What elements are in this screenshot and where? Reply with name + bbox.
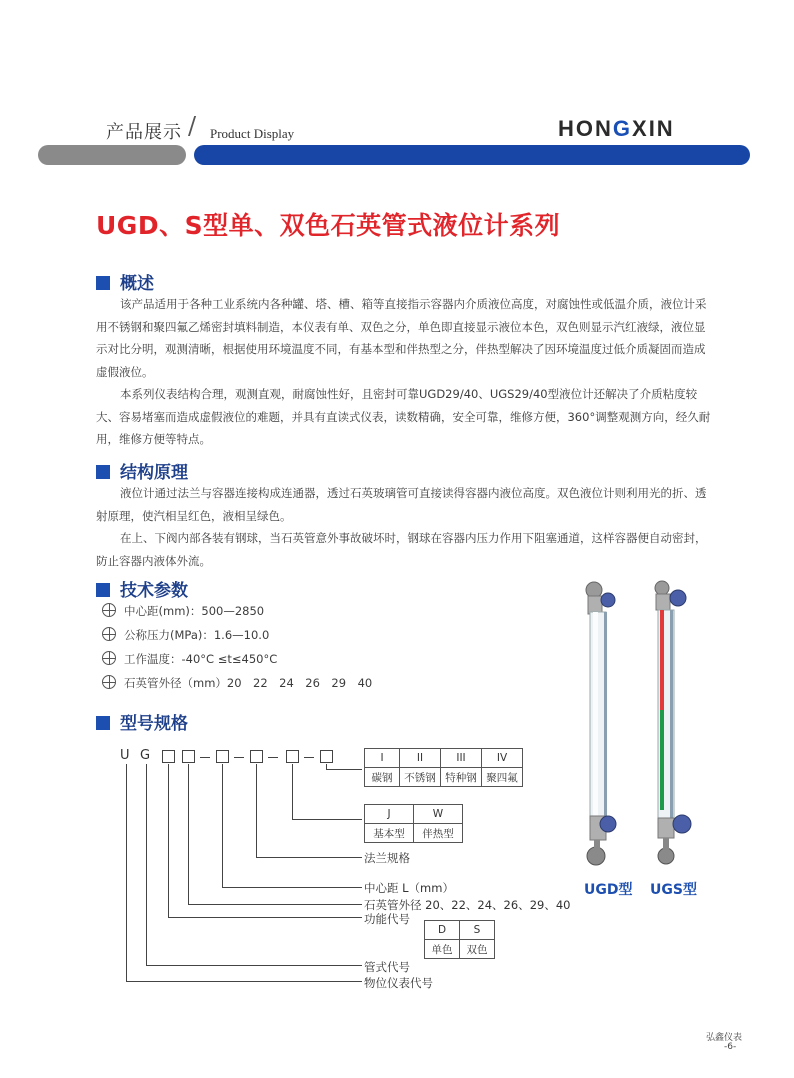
material-table	[364, 748, 523, 787]
leader-line	[126, 981, 362, 982]
type-table	[364, 804, 463, 843]
leader-line	[222, 887, 362, 888]
product-illustration	[572, 578, 712, 878]
code-box-4	[250, 750, 263, 763]
leader-line	[292, 764, 293, 820]
leader-line	[146, 965, 362, 966]
page-title: UGD、S型单、双色石英管式液位计系列	[96, 211, 561, 240]
code-box-3	[216, 750, 229, 763]
section-heading-overview: 概述	[96, 269, 154, 294]
material-name: 碳钢	[365, 768, 400, 787]
function-code: D	[425, 921, 460, 940]
code-dash	[304, 757, 314, 758]
code-box-5	[286, 750, 299, 763]
label-tube-code: 管式代号	[364, 960, 410, 974]
spec-item: 中心距(mm)：500—2850	[102, 603, 264, 619]
spec-item: 公称压力(MPa)：1.6—10.0	[102, 627, 269, 643]
leader-line	[222, 764, 223, 888]
code-dash	[200, 757, 210, 758]
overview-paragraph-2: 本系列仪表结构合理，观测直观，耐腐蚀性好，且密封可靠UGD29/40、UGS29/40型液位计还解决了介质粘度较大、容易堵塞而造成虚假液位的难题，并具有直读式仪表，读数精确，安全可靠，维修方便，360°调整观测方向，经久耐用，维修方便等特点。	[96, 387, 711, 446]
caption-ugs: UGS型	[650, 882, 697, 898]
leader-line	[146, 764, 147, 966]
leader-line	[188, 764, 189, 905]
function-name: 单色	[425, 940, 460, 959]
principle-paragraph-2: 在上、下阀内部各装有钢球，当石英管意外事故破坏时，钢球在容器内压力作用下阻塞通道，这样容器便自动密封，防止容器内液体外流。	[96, 531, 707, 568]
leader-line	[326, 769, 362, 770]
header-category: 产品展示	[106, 122, 182, 143]
ugd-gauge-image	[586, 582, 616, 865]
section-heading-principle: 结构原理	[96, 458, 188, 483]
ugs-gauge-image	[655, 581, 691, 864]
caption-ugd: UGD型	[584, 882, 633, 898]
material-code: IV	[482, 749, 523, 768]
overview-paragraph-1: 该产品适用于各种工业系统内各种罐、塔、槽、箱等直接指示容器内介质液位高度，对腐蚀性或低温介质，液位计采用不锈钢和聚四氟乙烯密封填料制造，本仪表有单、双色之分，单色即直接显示液位本色，双色则显示汽红液绿，液位显示对比分明，观测清晰，根据使用环境温度不同，有基本型和伴热型之分，伴热型解决了因环境温度过低介质凝固而造成虚假液位。	[96, 297, 707, 379]
material-name: 不锈钢	[400, 768, 441, 787]
leader-line	[256, 764, 257, 858]
label-center-distance: 中心距 L（mm）	[364, 881, 454, 895]
leader-line	[126, 764, 127, 982]
function-table	[424, 920, 495, 959]
type-name: 基本型	[365, 824, 414, 843]
material-name: 特种钢	[441, 768, 482, 787]
leader-line	[168, 917, 362, 918]
header-category-en: Product Display	[210, 126, 295, 141]
leader-line	[168, 764, 169, 918]
type-name: 伴热型	[414, 824, 463, 843]
prefix-g: G	[140, 748, 151, 763]
function-name: 双色	[460, 940, 495, 959]
material-code: III	[441, 749, 482, 768]
function-code: S	[460, 921, 495, 940]
leader-line	[188, 904, 362, 905]
section-heading-specs: 技术参数	[96, 576, 188, 601]
material-name: 聚四氟	[482, 768, 523, 787]
prefix-u: U	[120, 748, 130, 763]
label-instrument-code: 物位仪表代号	[364, 976, 433, 990]
leader-line	[292, 819, 362, 820]
type-code: W	[414, 805, 463, 824]
page-number: -6-	[724, 1042, 737, 1052]
code-dash	[268, 757, 278, 758]
section-heading-model: 型号规格	[96, 709, 188, 734]
label-function-code: 功能代号	[364, 912, 410, 926]
footer-brand: 弘鑫仪表	[706, 1033, 743, 1043]
material-code: I	[365, 749, 400, 768]
code-box-6	[320, 750, 333, 763]
leader-line	[256, 857, 362, 858]
label-flange: 法兰规格	[364, 851, 410, 865]
material-code: II	[400, 749, 441, 768]
label-tube-diameter: 石英管外径 20、22、24、26、29、40	[364, 898, 571, 912]
header-slash: /	[188, 112, 197, 140]
code-box-2	[182, 750, 195, 763]
principle-paragraph-1: 液位计通过法兰与容器连接构成连通器，透过石英玻璃管可直接读得容器内液位高度。双色液位计则利用光的折、透射原理，使汽相呈红色，液相呈绿色。	[96, 486, 707, 523]
spec-item: 石英管外径（mm）20 22 24 26 29 40	[102, 675, 372, 691]
code-dash	[234, 757, 244, 758]
type-code: J	[365, 805, 414, 824]
brand-logo: HONGXIN	[558, 116, 675, 141]
spec-item: 工作温度：-40°C ≤t≤450°C	[102, 651, 277, 667]
code-box-1	[162, 750, 175, 763]
